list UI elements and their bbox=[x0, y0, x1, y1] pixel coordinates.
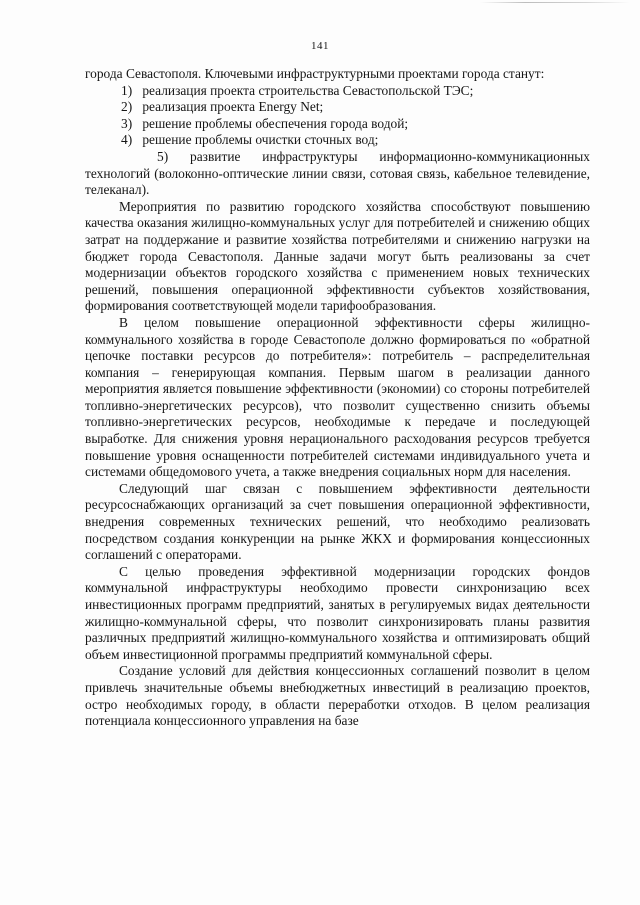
paragraph-urban-economy: Мероприятия по развитию городского хозяйства способствуют повышению качества оказания жилищно-коммунальных услуг для потребителей и снижению общих затрат на поддержание и развитие хозяйства потребителями и снижению нагрузки на бюджет города Севастополя. Данные задачи могут быть реализованы за счет модернизации объектов городского хозяйства с применением новых технических решений, повышения операционной эффективности субъектов хозяйствования, формирования соответствующей модели тарифообразования. bbox=[85, 198, 590, 314]
list-item bbox=[85, 132, 590, 149]
infrastructure-projects-list bbox=[85, 83, 590, 199]
list-item-text: решение проблемы очистки сточных вод; bbox=[142, 132, 379, 148]
list-item-text: решение проблемы обеспечения города водой; bbox=[142, 115, 409, 131]
intro-paragraph: города Севастополя. Ключевыми инфраструктурными проектами города станут: bbox=[85, 66, 545, 81]
paragraph-next-step: Следующий шаг связан с повышением эффективности деятельности ресурсоснабжающих организаций за счет повышения операционной эффективности, внедрения современных технических решений, что необходимо реализовать посредством создания конкуренции на рынке ЖКХ и формирования концессионных соглашений с операторами. bbox=[85, 480, 590, 563]
document-body bbox=[85, 66, 590, 730]
list-item-number: 2) bbox=[121, 99, 133, 115]
list-item-number: 4) bbox=[121, 132, 133, 148]
paragraph-concessions: Создание условий для действия концессионных соглашений позволит в целом привлечь значительные объемы внебюджетных инвестиций в реализацию проектов, остро необходимых городу, в области переработки отходов. В целом реализация потенциала концессионного управления на базе bbox=[85, 663, 590, 729]
list-item-number: 3) bbox=[121, 115, 133, 131]
list-item-text: развитие инфраструктуры информационно-коммуникационных технологий (волоконно-оптические линии связи, сотовая связь, кабельное телевидение, телеканал). bbox=[85, 148, 590, 198]
paragraph-operational-efficiency: В целом повышение операционной эффективности сферы жилищно-коммунального хозяйства в городе Севастополе должно формироваться по «обратной цепочке поставки ресурсов до потребителя»: потребитель – распределительная компания – генерирующая компания. Первым шагом в реализации данного мероприятия является повышение эффективности (экономии) со стороны потребителей топливно-энергетических ресурсов), что позволит существенно снизить объемы топливно-энергетических ресурсов, необходимые к передаче и последующей выработке. Для снижения уровня нерационального расходования ресурсов требуется повышение уровня оснащенности потребителей системами индивидуального учета и системами общедомового учета, а также внедрения социальных норм для населения. bbox=[85, 314, 590, 480]
list-item bbox=[85, 116, 590, 133]
list-item-text: реализация проекта Energy Net; bbox=[142, 99, 324, 115]
scan-artifact-line bbox=[480, 2, 630, 3]
list-item bbox=[85, 149, 590, 199]
list-item-text: реализация проекта строительства Севастопольской ТЭС; bbox=[142, 82, 474, 98]
page-number: 141 bbox=[311, 40, 329, 52]
list-item-number: 1) bbox=[121, 82, 133, 98]
list-item-number: 5) bbox=[157, 148, 169, 164]
list-item bbox=[85, 99, 590, 116]
paragraph-modernization: С целью проведения эффективной модернизации городских фондов коммунальной инфраструктуры необходимо провести синхронизацию всех инвестиционных программ предприятий, занятых в регулируемых видах деятельности жилищно-коммунальной сферы, что позволит синхронизировать планы развития различных предприятий жилищно-коммунального хозяйства и оптимизировать общий объем инвестиционной программы предприятий коммунальной сферы. bbox=[85, 563, 590, 662]
list-item bbox=[85, 83, 590, 100]
